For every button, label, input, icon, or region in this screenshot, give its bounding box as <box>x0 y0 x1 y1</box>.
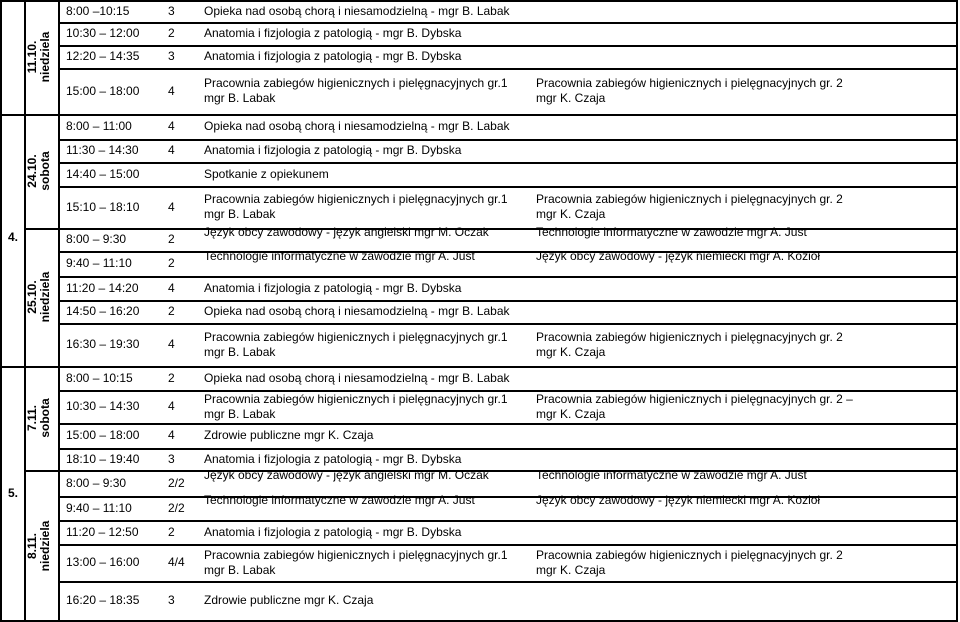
time-cell: 8:00 – 10:15 <box>66 370 133 385</box>
week-label-5: 5. <box>8 486 19 500</box>
time-cell: 8:00 – 9:30 <box>66 232 127 246</box>
grid-line <box>58 186 958 188</box>
subject-group2-cell: Technologie informatyczne w zawodzie mgr A. Just <box>536 224 807 239</box>
time-cell: 12:20 – 14:35 <box>66 49 140 63</box>
grid-line <box>58 162 958 164</box>
subject-cell: Technologie informatyczne w zawodzie mgr A. Just <box>204 493 475 507</box>
subject-cell: Pracownia zabiegów higienicznych i pielęgnacyjnych gr.1 mgr B. Labak <box>204 76 508 105</box>
hours-cell: 4 <box>168 199 175 214</box>
subject-cell: Język obcy zawodowy - język angielski mgr M. Oczak <box>204 224 489 239</box>
subject-group2-cell: Pracownia zabiegów higienicznych i pielęgnacyjnych gr. 2 mgr K. Czaja <box>536 329 843 359</box>
subject-cell: Spotkanie z opiekunem <box>204 166 329 181</box>
subject-cell: Zdrowie publiczne mgr K. Czaja <box>204 428 374 442</box>
day-date: 8.11. <box>25 532 39 560</box>
hours-cell: 4 <box>168 143 175 157</box>
time-cell: 10:30 – 14:30 <box>66 399 140 413</box>
hours-cell: 2 <box>168 304 175 318</box>
grid-line <box>58 139 958 141</box>
hours-cell: 4/4 <box>168 555 185 569</box>
time-cell: 11:20 – 14:20 <box>66 280 139 295</box>
subject-cell: Anatomia i fizjologia z patologią - mgr B. Dybska <box>204 280 462 295</box>
time-cell: 15:10 – 18:10 <box>66 199 140 214</box>
hours-cell: 2 <box>168 524 175 539</box>
day-name: sobota <box>38 151 52 191</box>
day-label <box>26 0 56 114</box>
day-label <box>26 228 56 366</box>
grid-line <box>58 22 958 24</box>
hours-cell: 2 <box>168 232 175 246</box>
hours-cell: 2 <box>168 256 175 270</box>
grid-line <box>58 68 958 70</box>
time-cell: 8:00 – 11:00 <box>66 119 132 133</box>
day-name: niedziela <box>38 520 52 572</box>
day-name: niedziela <box>38 271 52 323</box>
hours-cell: 4 <box>168 337 175 351</box>
time-cell: 11:30 – 14:30 <box>66 143 139 157</box>
day-label <box>26 366 56 470</box>
subject-cell: Pracownia zabiegów higienicznych i pielęgnacyjnych gr.1 mgr B. Labak <box>204 329 508 359</box>
time-cell: 13:00 – 16:00 <box>66 555 140 569</box>
time-cell: 11:20 – 12:50 <box>66 524 139 539</box>
subject-cell: Anatomia i fizjologia z patologią - mgr B. Dybska <box>204 143 462 157</box>
day-name: niedziela <box>38 31 52 83</box>
subject-group2-cell: Język obcy zawodowy - język niemiecki mgr A. Kozioł <box>536 248 821 263</box>
day-date: 24.10. <box>25 154 39 188</box>
subject-cell: Pracownia zabiegów higienicznych i pielęgnacyjnych gr.1 mgr B. Labak <box>204 192 508 221</box>
subject-cell: Anatomia i fizjologia z patologią - mgr B. Dybska <box>204 26 462 40</box>
subject-cell: Anatomia i fizjologia z patologią - mgr B. Dybska <box>204 451 462 466</box>
hours-cell: 4 <box>168 399 175 413</box>
time-cell: 16:30 – 19:30 <box>66 337 140 351</box>
hours-cell: 4 <box>168 83 175 98</box>
grid-line <box>58 323 958 325</box>
time-cell: 14:50 – 16:20 <box>66 304 140 318</box>
grid-line <box>58 45 958 47</box>
time-cell: 15:00 – 18:00 <box>66 83 140 98</box>
grid-line <box>0 0 958 2</box>
week-label-4: 4. <box>8 230 19 244</box>
day-name: sobota <box>38 398 52 438</box>
time-cell: 8:00 – 9:30 <box>66 475 127 490</box>
grid-line <box>58 0 60 622</box>
subject-group2-cell: Pracownia zabiegów higienicznych i pielęgnacyjnych gr. 2 – mgr K. Czaja <box>536 391 853 421</box>
hours-cell: 2/2 <box>168 475 185 490</box>
subject-cell: Opieka nad osobą chorą i niesamodzielną - mgr B. Labak <box>204 3 510 18</box>
subject-group2-cell: Pracownia zabiegów higienicznych i pielęgnacyjnych gr. 2 mgr K. Czaja <box>536 76 843 105</box>
grid-line <box>0 0 2 622</box>
day-date: 7.11. <box>25 404 39 432</box>
hours-cell: 3 <box>168 593 175 607</box>
time-cell: 9:40 – 11:10 <box>66 256 132 270</box>
time-cell: 10:30 – 12:00 <box>66 26 140 40</box>
time-cell: 9:40 – 11:10 <box>66 500 132 515</box>
grid-line <box>58 581 958 583</box>
hours-cell: 2 <box>168 26 175 40</box>
subject-cell: Anatomia i fizjologia z patologią - mgr B. Dybska <box>204 49 462 63</box>
subject-cell: Opieka nad osobą chorą i niesamodzielną - mgr B. Labak <box>204 370 510 385</box>
subject-group2-cell: Język obcy zawodowy - język niemiecki mgr A. Kozioł <box>536 493 821 507</box>
hours-cell: 3 <box>168 3 175 18</box>
grid-line <box>956 0 958 622</box>
time-cell: 15:00 – 18:00 <box>66 428 140 442</box>
time-cell: 18:10 – 19:40 <box>66 451 140 466</box>
grid-line <box>58 544 958 546</box>
subject-group2-cell: Technologie informatyczne w zawodzie mgr A. Just <box>536 468 807 482</box>
grid-line <box>58 423 958 425</box>
grid-line <box>58 366 958 368</box>
subject-cell: Pracownia zabiegów higienicznych i pielęgnacyjnych gr.1 mgr B. Labak <box>204 547 508 577</box>
subject-cell: Anatomia i fizjologia z patologią - mgr B. Dybska <box>204 524 462 539</box>
grid-line <box>58 114 958 116</box>
grid-line <box>58 520 958 522</box>
subject-cell: Pracownia zabiegów higienicznych i pielęgnacyjnych gr.1 mgr B. Labak <box>204 391 508 421</box>
subject-cell: Technologie informatyczne w zawodzie mgr A. Just <box>204 248 475 263</box>
hours-cell: 4 <box>168 428 175 442</box>
time-cell: 8:00 –10:15 <box>66 3 130 18</box>
time-cell: 14:40 – 15:00 <box>66 166 140 181</box>
subject-cell: Opieka nad osobą chorą i niesamodzielną - mgr B. Labak <box>204 304 510 318</box>
day-date: 11.10. <box>25 40 39 74</box>
hours-cell: 3 <box>168 49 175 63</box>
hours-cell: 4 <box>168 119 175 133</box>
hours-cell: 2 <box>168 370 175 385</box>
subject-group2-cell: Pracownia zabiegów higienicznych i pielęgnacyjnych gr. 2 mgr K. Czaja <box>536 547 843 577</box>
grid-line <box>58 300 958 302</box>
subject-cell: Język obcy zawodowy - język angielski mgr M. Oczak <box>204 468 489 482</box>
time-cell: 16:20 – 18:35 <box>66 593 140 607</box>
grid-line <box>58 448 958 450</box>
hours-cell: 4 <box>168 280 175 295</box>
subject-cell: Zdrowie publiczne mgr K. Czaja <box>204 593 374 607</box>
day-date: 25.10. <box>25 280 39 314</box>
hours-cell: 3 <box>168 451 175 466</box>
subject-cell: Opieka nad osobą chorą i niesamodzielną - mgr B. Labak <box>204 119 510 133</box>
hours-cell: 2/2 <box>168 500 185 515</box>
day-label <box>26 114 56 228</box>
day-label <box>26 470 56 622</box>
grid-line <box>58 276 958 278</box>
subject-group2-cell: Pracownia zabiegów higienicznych i pielęgnacyjnych gr. 2 mgr K. Czaja <box>536 192 843 221</box>
